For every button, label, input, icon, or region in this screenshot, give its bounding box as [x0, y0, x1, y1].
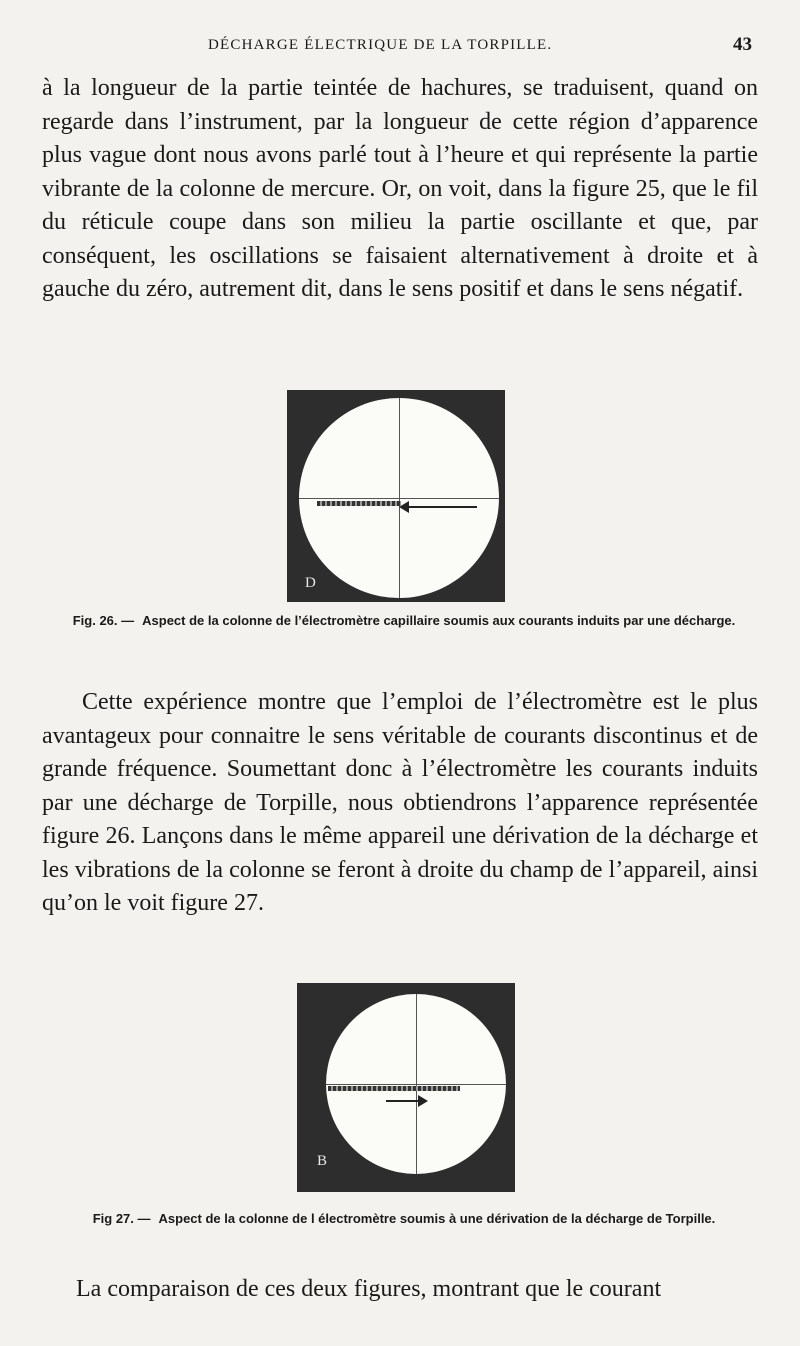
page-number: 43: [733, 34, 752, 55]
figure-26-image: [287, 390, 505, 602]
figure-letter: D: [305, 575, 316, 591]
figure-27-label: Fig 27. —: [92, 1211, 151, 1226]
figure-27-caption-text: Aspect de la colonne de l électromètre soumis à une dérivation de la décharge de Torpille.: [158, 1211, 716, 1226]
electrometer-field: [326, 994, 506, 1174]
running-title: DÉCHARGE ÉLECTRIQUE DE LA TORPILLE.: [208, 37, 553, 53]
page-header: [0, 34, 800, 58]
arrow-head-left-icon: [399, 501, 409, 513]
arrow-right-icon: [386, 1100, 418, 1102]
figure-letter: B: [317, 1153, 328, 1169]
paragraph-2: Cette expérience montre que l’emploi de l’électromètre est le plus avantageux pour connaitre le sens véritable de courants discontinus et de grande fréquence. Soumettant donc à l’électromètre les courants induits par une décharge de Torpille, nous obtiendrons l’apparence représentée figure 26. Lançons dans le même appareil une dérivation de la décharge et les vibrations de la colonne se feront à droite du champ de l’appareil, ainsi qu’on le voit figure 27.: [42, 689, 758, 916]
paragraph-3: La comparaison de ces deux figures, montrant que le courant: [76, 1276, 662, 1302]
paragraph-1: à la longueur de la partie teintée de hachures, se traduisent, quand on regarde dans l’instrument, par la longueur de cette région d’apparence plus vague dont nous avons parlé tout à l’heure et qui représente la partie vibrante de la colonne de mercure. Or, on voit, dans la figure 25, que le fil du réticule coupe dans son milieu la partie oscillante et que, par conséquent, les oscillations se faisaient alternativement à droite et à gauche du zéro, autrement dit, dans le sens positif et dans le sens négatif.: [42, 75, 758, 302]
figure-26-caption: [44, 610, 764, 631]
electrometer-field: [299, 398, 499, 598]
reticle-horizontal-line: [299, 498, 499, 499]
figure-27-image: [297, 983, 515, 1192]
figure-26-label: Fig. 26. —: [72, 613, 135, 628]
mercury-column: [317, 501, 401, 506]
mercury-column: [328, 1086, 460, 1091]
arrow-head-right-icon: [418, 1095, 428, 1107]
reticle-horizontal-line: [326, 1084, 506, 1085]
arrow-left-icon: [409, 506, 477, 508]
figure-26-caption-text: Aspect de la colonne de l’électromètre capillaire soumis aux courants induits par une décharge.: [142, 613, 736, 628]
figure-27-caption: [44, 1208, 764, 1229]
